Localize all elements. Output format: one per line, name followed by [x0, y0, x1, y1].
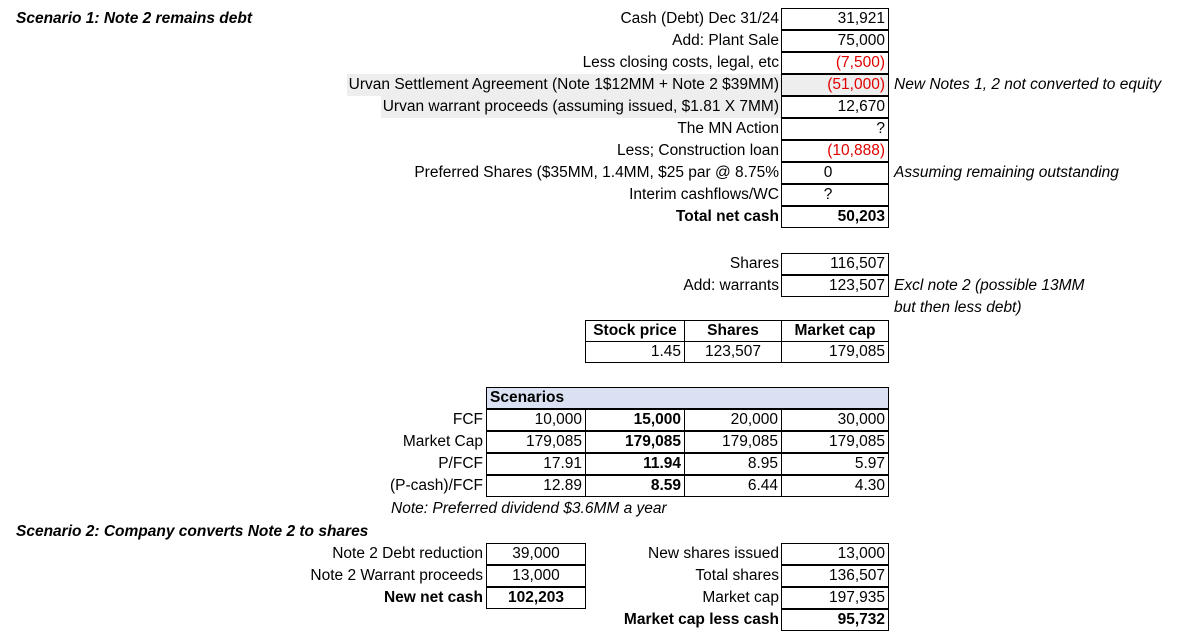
market-value: 1.45 [585, 341, 685, 363]
s2-right-value: 197,935 [781, 587, 889, 609]
s2-right-total-label: Market cap less cash [623, 611, 779, 628]
shares-side-note: but then less debt) [894, 299, 1022, 316]
scenario-row-label: FCF [452, 411, 483, 428]
scenario-cell: 12.89 [486, 475, 586, 497]
scenario-cell: 5.97 [781, 453, 889, 475]
cash-label: Preferred Shares ($35MM, 1.4MM, $25 par @ 8.75% [414, 164, 779, 181]
scenario-cell: 15,000 [585, 409, 685, 431]
cash-label: Less closing costs, legal, etc [582, 54, 779, 71]
scenario-cell: 179,085 [684, 431, 782, 453]
cash-label: The MN Action [677, 120, 779, 137]
s2-left-total-value: 102,203 [486, 587, 586, 609]
cash-value: ? [781, 118, 889, 140]
market-header: Stock price [585, 320, 685, 342]
s2-right-label: New shares issued [648, 545, 779, 562]
scenario-cell: 30,000 [781, 409, 889, 431]
cash-value: 12,670 [781, 96, 889, 118]
market-header: Market cap [781, 320, 889, 342]
market-value: 179,085 [781, 341, 889, 363]
cash-value: 31,921 [781, 8, 889, 30]
cash-value: ? [781, 184, 889, 206]
s2-right-value: 13,000 [781, 543, 889, 565]
cash-label: Urvan warrant proceeds (assuming issued, $1.81 X 7MM) [381, 96, 781, 118]
cash-label: Urvan Settlement Agreement (Note 1$12MM + Note 2 $39MM) [347, 74, 781, 96]
scenario-cell: 10,000 [486, 409, 586, 431]
scenario2-title: Scenario 2: Company converts Note 2 to shares [16, 523, 369, 540]
s2-left-label: Note 2 Debt reduction [332, 545, 483, 562]
scenario-cell: 179,085 [486, 431, 586, 453]
shares-label: Add: warrants [683, 277, 779, 294]
scenario-cell: 8.59 [585, 475, 685, 497]
scenario-cell: 179,085 [781, 431, 889, 453]
scenario-cell: 8.95 [684, 453, 782, 475]
scenario-cell: 4.30 [781, 475, 889, 497]
cash-label: Cash (Debt) Dec 31/24 [620, 10, 779, 27]
shares-value: 116,507 [781, 253, 889, 275]
s2-left-total-label: New net cash [383, 589, 483, 606]
cash-side-note: New Notes 1, 2 not converted to equity [894, 76, 1162, 93]
cash-value: (51,000) [781, 74, 889, 96]
shares-side-note: Excl note 2 (possible 13MM [894, 277, 1085, 294]
s2-right-total-value: 95,732 [781, 609, 889, 631]
scenario-row-label: Market Cap [402, 433, 483, 450]
s2-left-value: 39,000 [486, 543, 586, 565]
cash-total-value: 50,203 [781, 206, 889, 228]
cash-total-label: Total net cash [675, 208, 779, 225]
scenario-row-label: P/FCF [438, 455, 483, 472]
scenario-cell: 6.44 [684, 475, 782, 497]
scenario-cell: 179,085 [585, 431, 685, 453]
scenario1-title: Scenario 1: Note 2 remains debt [16, 10, 253, 27]
cash-label: Interim cashflows/WC [629, 186, 779, 203]
market-header: Shares [684, 320, 782, 342]
s2-left-value: 13,000 [486, 565, 586, 587]
scenario-cell: 11.94 [585, 453, 685, 475]
market-value: 123,507 [684, 341, 782, 363]
s2-right-label: Market cap [702, 589, 779, 606]
cash-value: (10,888) [781, 140, 889, 162]
cash-label: Less; Construction loan [617, 142, 779, 159]
cash-value: 75,000 [781, 30, 889, 52]
scenarios-header: Scenarios [486, 387, 889, 409]
shares-label: Shares [729, 255, 779, 272]
s2-right-value: 136,507 [781, 565, 889, 587]
shares-value: 123,507 [781, 275, 889, 297]
cash-side-note: Assuming remaining outstanding [894, 164, 1119, 181]
cash-value: (7,500) [781, 52, 889, 74]
scenario-cell: 20,000 [684, 409, 782, 431]
cash-label: Add: Plant Sale [672, 32, 779, 49]
cash-value: 0 [781, 162, 889, 184]
scenario-row-label: (P-cash)/FCF [390, 477, 483, 494]
s2-right-label: Total shares [695, 567, 779, 584]
scenarios-note: Note: Preferred dividend $3.6MM a year [391, 500, 667, 517]
s2-left-label: Note 2 Warrant proceeds [310, 567, 483, 584]
scenario-cell: 17.91 [486, 453, 586, 475]
